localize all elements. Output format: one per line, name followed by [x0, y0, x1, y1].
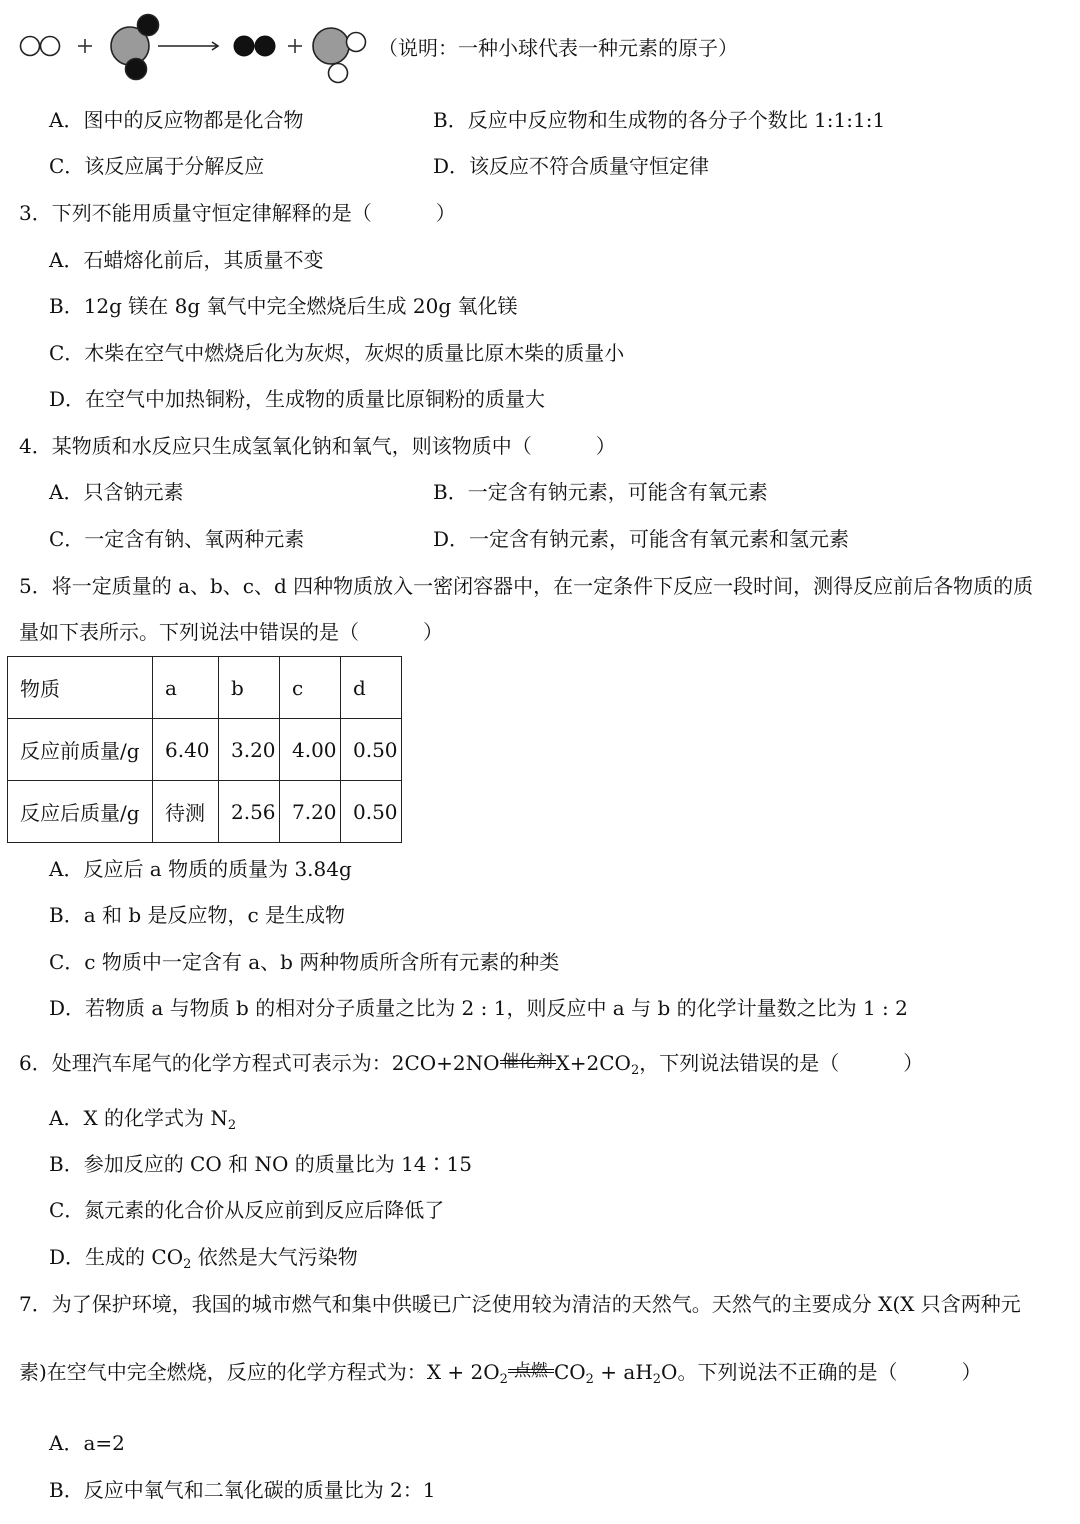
- arrow: [158, 42, 218, 50]
- q7-stem-line2: 素)在空气中完全燃烧，反应的化学方程式为：$X + 2O_2$ 点燃 $CO_2 + aH_2O$。下列说法不正确的是（ ）: [19, 1360, 982, 1387]
- q4-option-a[interactable]: A．只含钠元素: [49, 480, 184, 504]
- table-row: [8, 719, 402, 781]
- table-cell: 7.20: [280, 781, 341, 843]
- q5-stem-line1: 5．将一定质量的 a、b、c、d 四种物质放入一密闭容器中，在一定条件下反应一段时间，测得反应前后各物质的质: [19, 574, 1034, 598]
- plus-sign: [288, 39, 302, 53]
- q4-option-d[interactable]: D．一定含有钠元素，可能含有氧元素和氢元素: [433, 527, 850, 551]
- table-cell: 2.56: [219, 781, 280, 843]
- table-header-cell: d: [341, 657, 402, 719]
- reactant-molecule-2: [111, 15, 159, 80]
- q4-option-b[interactable]: B．一定含有钠元素，可能含有氧元素: [433, 480, 768, 504]
- q5-option-c[interactable]: C．c 物质中一定含有 a、b 两种物质所含所有元素的种类: [49, 950, 560, 974]
- q5-option-a[interactable]: A．反应后 a 物质的质量为 3.84g: [49, 857, 352, 881]
- table-cell: 0.50: [341, 719, 402, 781]
- table-header-cell: a: [153, 657, 219, 719]
- q6-option-b[interactable]: B．参加反应的 CO 和 NO 的质量比为 14∶15: [49, 1152, 472, 1176]
- table-header-cell: b: [219, 657, 280, 719]
- q3-option-b[interactable]: B．12g 镁在 8g 氧气中完全燃烧后生成 20g 氧化镁: [49, 294, 518, 318]
- table-cell: 4.00: [280, 719, 341, 781]
- table-header-cell: c: [280, 657, 341, 719]
- table-cell: 反应前质量/g: [8, 719, 153, 781]
- table-row: [8, 781, 402, 843]
- q3-option-c[interactable]: C．木柴在空气中燃烧后化为灰烬，灰烬的质量比原木柴的质量小: [49, 341, 625, 365]
- q2-option-a[interactable]: A．图中的反应物都是化合物: [49, 108, 304, 132]
- plus-sign: [78, 39, 92, 53]
- table-cell: 待测: [153, 781, 219, 843]
- table-cell: 反应后质量/g: [8, 781, 153, 843]
- table-cell: 0.50: [341, 781, 402, 843]
- q7-option-b[interactable]: B．反应中氧气和二氧化碳的质量比为 2：1: [49, 1478, 436, 1502]
- q5-stem-line2: 量如下表所示。下列说法中错误的是（ ）: [19, 620, 443, 644]
- table-cell: 6.40: [153, 719, 219, 781]
- q3-option-d[interactable]: D．在空气中加热铜粉，生成物的质量比原铜粉的质量大: [49, 387, 546, 411]
- table-header-row: [8, 657, 402, 719]
- reactant-molecule-1: [21, 37, 60, 56]
- q7-stem-line1: 7．为了保护环境，我国的城市燃气和集中供暖已广泛使用较为清洁的天然气。天然气的主要成分 X(X 只含两种元: [19, 1292, 1021, 1316]
- product-molecule-2: [313, 28, 366, 83]
- table-header-cell: 物质: [8, 657, 153, 719]
- table-cell: 3.20: [219, 719, 280, 781]
- q2-option-c[interactable]: C．该反应属于分解反应: [49, 154, 265, 178]
- q6-option-d[interactable]: D．生成的 $CO_2$ 依然是大气污染物: [49, 1245, 358, 1272]
- q3-option-a[interactable]: A．石蜡熔化前后，其质量不变: [49, 248, 324, 272]
- q5-option-d[interactable]: D．若物质 a 与物质 b 的相对分子质量之比为 2 : 1，则反应中 a 与 b 的化学计量数之比为 1 : 2: [49, 996, 908, 1020]
- q6-option-a[interactable]: A．X 的化学式为 $N_2$: [49, 1106, 237, 1133]
- q7-option-a[interactable]: A．a=2: [49, 1431, 125, 1455]
- product-molecule-1: [234, 36, 275, 56]
- q3-stem: 3．下列不能用质量守恒定律解释的是（ ）: [19, 201, 456, 225]
- q5-option-b[interactable]: B．a 和 b 是反应物，c 是生成物: [49, 903, 346, 927]
- q6-option-c[interactable]: C．氮元素的化合价从反应前到反应后降低了: [49, 1198, 445, 1222]
- q6-stem: 6．处理汽车尾气的化学方程式可表示为：2CO+2NO 催化剂 $X+2CO_2$，下列说法错误的是（ ）: [19, 1051, 924, 1078]
- mass-table: [7, 656, 402, 843]
- q2-option-d[interactable]: D．该反应不符合质量守恒定律: [433, 154, 710, 178]
- q4-option-c[interactable]: C．一定含有钠、氧两种元素: [49, 527, 305, 551]
- diagram-note: （说明：一种小球代表一种元素的原子）: [378, 36, 738, 60]
- q2-option-b[interactable]: B．反应中反应物和生成物的各分子个数比 1:1:1:1: [433, 108, 886, 132]
- q4-stem: 4．某物质和水反应只生成氢氧化钠和氧气，则该物质中（ ）: [19, 434, 616, 458]
